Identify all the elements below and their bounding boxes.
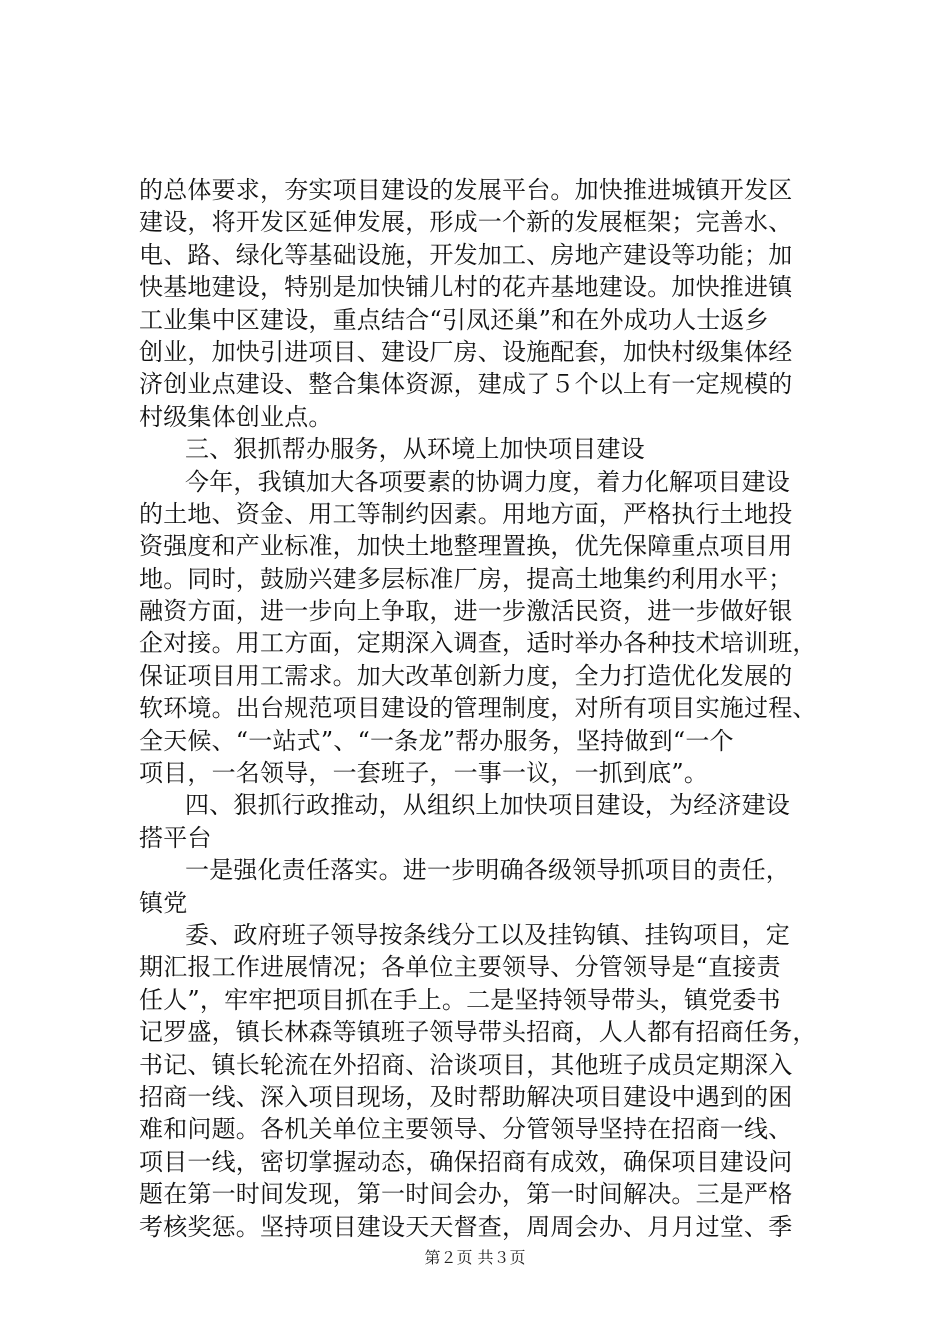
text-line: 三、狠抓帮办服务，从环境上加快项目建设 (185, 435, 645, 464)
text-line: 软环境。出台规范项目建设的管理制度，对所有项目实施过程、 (139, 694, 817, 723)
text-line: 快基地建设，特别是加快铺儿村的花卉基地建设。加快推进镇 (139, 273, 793, 302)
text-line: 建设，将开发区延伸发展，形成一个新的发展框架；完善水、 (139, 208, 793, 237)
text-line: 电、路、绿化等基础设施，开发加工、房地产建设等功能；加 (139, 240, 793, 269)
text-line: 今年，我镇加大各项要素的协调力度，着力化解项目建设 (185, 467, 790, 496)
text-line: 保证项目用工需求。加大改革创新力度，全力打造优化发展的 (139, 661, 793, 690)
text-line: 的总体要求，夯实项目建设的发展平台。加快推进城镇开发区 (139, 176, 793, 204)
body-text (139, 174, 839, 1243)
text-line: 全天候、“一站式”、“一条龙”帮办服务，坚持做到“一个 (139, 726, 734, 755)
text-line: 工业集中区建设，重点结合“引凤还巢”和在外成功人士返乡 (139, 305, 769, 334)
text-line: 创业，加快引进项目、建设厂房、设施配套，加快村级集体经 (139, 337, 793, 366)
text-line: 企对接。用工方面，定期深入调查，适时举办各种技术培训班， (139, 629, 817, 658)
text-line: 委、政府班子领导按条线分工以及挂钩镇、挂钩项目，定 (185, 920, 790, 949)
text-line: 任人”，牢牢把项目抓在手上。二是坚持领导带头，镇党委书 (139, 985, 781, 1014)
text-line: 四、狠抓行政推动，从组织上加快项目建设，为经济建设 (185, 791, 790, 820)
text-line: 村级集体创业点。 (139, 402, 333, 431)
text-line: 记罗盛，镇长林森等镇班子领导带头招商，人人都有招商任务， (139, 1018, 817, 1047)
page-footer: 第２页 共３页 (424, 1248, 526, 1267)
text-line: 题在第一时间发现，第一时间会办，第一时间解决。三是严格 (139, 1180, 793, 1209)
text-line: 地。同时，鼓励兴建多层标准厂房，提高土地集约利用水平； (139, 564, 793, 593)
text-line: 书记、镇长轮流在外招商、洽谈项目，其他班子成员定期深入 (139, 1050, 793, 1079)
text-line: 期汇报工作进展情况；各单位主要领导、分管领导是“直接责 (139, 953, 781, 982)
text-line: 招商一线、深入项目现场，及时帮助解决项目建设中遇到的困 (139, 1082, 793, 1111)
text-line: 考核奖惩。坚持项目建设天天督查，周周会办、月月过堂、季 (139, 1212, 793, 1241)
text-line: 项目，一名领导，一套班子，一事一议，一抓到底”。 (139, 759, 709, 788)
text-line: 济创业点建设、整合集体资源，建成了５个以上有一定规模的 (139, 370, 793, 399)
text-line: 的土地、资金、用工等制约因素。用地方面，严格执行土地投 (139, 499, 793, 528)
text-line: 一是强化责任落实。进一步明确各级领导抓项目的责任， (185, 856, 790, 885)
text-line: 难和问题。各机关单位主要领导、分管领导坚持在招商一线、 (139, 1115, 793, 1144)
text-line: 搭平台 (139, 823, 212, 852)
text-line: 融资方面，进一步向上争取，进一步激活民资，进一步做好银 (139, 597, 793, 626)
text-line: 镇党 (139, 888, 188, 917)
text-line: 资强度和产业标准，加快土地整理置换，优先保障重点项目用 (139, 532, 793, 561)
text-line: 项目一线，密切掌握动态，确保招商有成效，确保项目建设问 (139, 1147, 793, 1176)
